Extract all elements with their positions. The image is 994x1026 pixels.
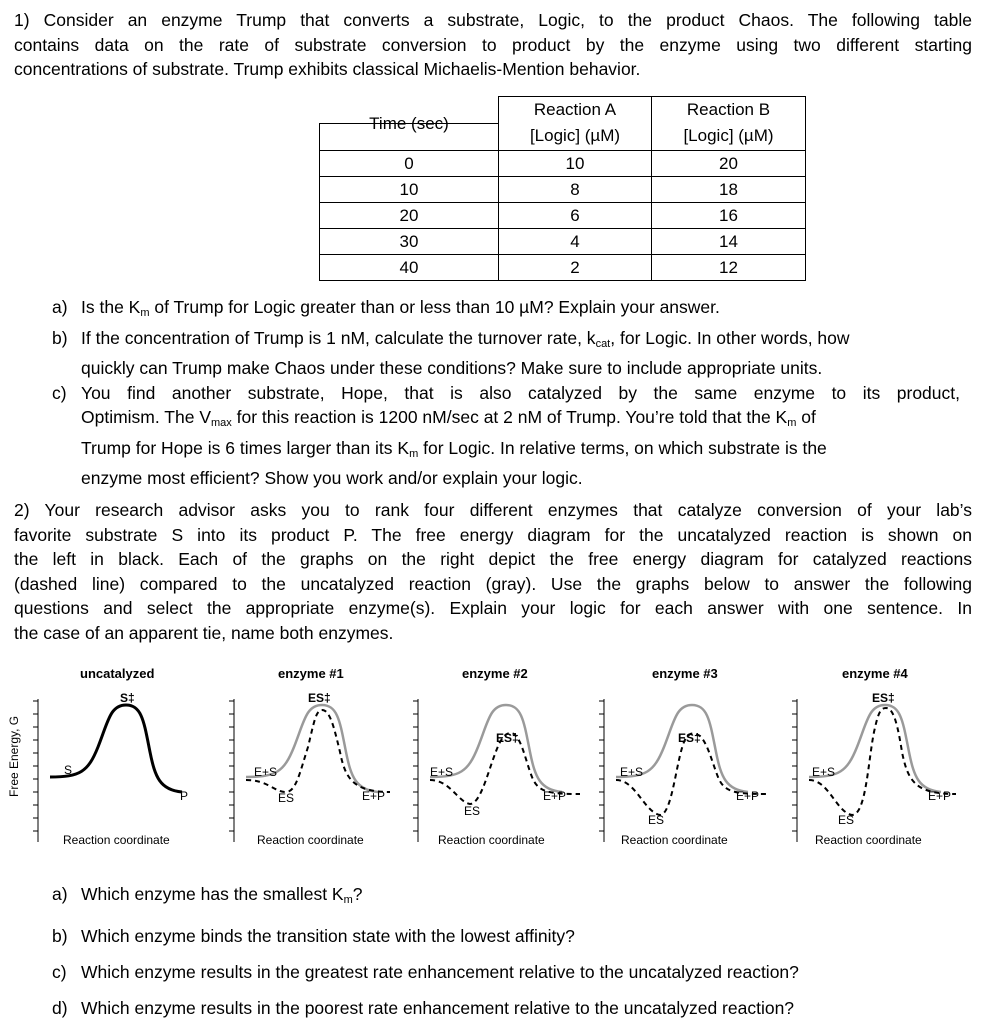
cell-b: 12 [652,254,806,280]
cell-a: 6 [499,202,652,228]
cell-a: 10 [499,150,652,176]
ep-label: E+P [543,789,567,803]
es-complex-label: E+S [430,765,454,779]
ep-label: E+P [928,789,952,803]
q2-question-a: a) Which enzyme has the smallest $K_m$? [52,884,363,906]
es-label: ES [278,791,295,805]
panel-title: enzyme #3 [652,666,718,681]
panel-title: enzyme #2 [462,666,528,681]
x-axis-label: Reaction coordinate [63,833,170,847]
panel-title: enzyme #1 [278,666,344,681]
q1-question-b: b) If the concentration of Trump is 1 nM, calculate the turnover rate, $k_{cat}$, for Logic. In other words, how quickly can Trump make Chaos under these conditions? Make sure to include appropriate units. [52,327,850,378]
x-axis-label: Reaction coordinate [438,833,545,847]
col-b-bottom: [Logic] (µM) [652,123,806,150]
cell-b: 18 [652,176,806,202]
q2-intro-line: questions and select the appropriate enzyme(s). Explain your logic for each answer with one sentence. In [14,598,972,618]
cell-b: 20 [652,150,806,176]
product-label: P [180,789,189,803]
col-b-top: Reaction B [652,97,806,124]
q2-question-c: c) Which enzyme results in the greatest rate enhancement relative to the uncatalyzed reaction? [52,962,799,982]
ts-label: S‡ [120,691,135,705]
panel-enzyme-3 [599,666,766,847]
panel-enzyme-1 [229,666,390,847]
cell-time: 0 [320,150,499,176]
panel-enzyme-4 [792,666,956,847]
table-row [320,176,806,202]
es-label: ES [464,804,481,818]
q1-intro-line: concentrations of substrate. Trump exhibits classical Michaelis-Mention behavior. [14,59,641,79]
uncatalyzed-curve [50,705,182,792]
col-a-bottom: [Logic] (µM) [499,123,652,150]
cell-time: 10 [320,176,499,202]
q2-intro-line: the case of an apparent tie, name both enzymes. [14,622,394,643]
ep-label: E+P [362,789,386,803]
q1-data-table [319,96,806,281]
q2-question-b: b) Which enzyme binds the transition state with the lowest affinity? [52,926,575,946]
q2-intro-line: the left in black. Each of the graphs on the right depict the free energy diagram for catalyzed reactions [14,549,972,569]
x-axis-label: Reaction coordinate [621,833,728,847]
col-time-header: Time (sec) [320,123,499,150]
q2-intro-line: favorite substrate S into its product P. The free energy diagram for the uncatalyzed reaction is shown on [14,524,972,545]
cell-time: 30 [320,228,499,254]
cell-time: 20 [320,202,499,228]
panel-uncatalyzed [33,666,188,847]
table-row [320,228,806,254]
es-complex-label: E+S [254,765,278,779]
panel-title: uncatalyzed [80,666,155,681]
x-axis-label: Reaction coordinate [815,833,922,847]
panel-enzyme-2 [413,666,580,847]
q1-intro-line: contains data on the rate of substrate conversion to product by the enzyme using two different starting [14,34,972,55]
q2-subquestions [52,876,972,1026]
cell-a: 2 [499,254,652,280]
panel-title: enzyme #4 [842,666,908,681]
cell-time: 40 [320,254,499,280]
q1-question-c: c) You find another substrate, Hope, that is also catalyzed by the same enzyme to its product, Optimism. The $V_{max}$ for this reaction is 1200 nM/sec at 2 nM of Trump. You’re told that the $K_m$ of Trump for Hope is 6 times larger than its $K_m$ for Logic. In relative terms, on which substrate is the enzyme most efficient? Show you work and/or explain your logic. [52,382,960,488]
q1-question-a: a) Is the $K_m$ of Trump for Logic greater than or less than 10 µM? Explain your answer. [52,297,720,319]
es-complex-label: E+S [812,765,836,779]
ts-label: ES‡ [872,691,895,705]
es-label: ES [838,813,855,827]
q1-intro-line: 1) Consider an enzyme Trump that converts a substrate, Logic, to the product Chaos. The following table [14,10,972,30]
q2-intro-line: 2) Your research advisor asks you to rank four different enzymes that catalyze conversion of your lab’s [14,500,972,520]
substrate-label: S [64,763,73,777]
q2-question-d: d) Which enzyme results in the poorest rate enhancement relative to the uncatalyzed reaction? [52,998,795,1018]
col-a-top: Reaction A [499,97,652,124]
q2-intro-line: (dashed line) compared to the uncatalyzed reaction (gray). Use the graphs below to answer the following [14,573,972,594]
cell-a: 8 [499,176,652,202]
table-row [320,150,806,176]
free-energy-diagrams [0,652,994,852]
q1-subquestions [52,295,960,491]
cell-b: 16 [652,202,806,228]
es-label: ES [648,813,665,827]
cell-b: 14 [652,228,806,254]
ts-label: ES‡ [678,731,701,745]
table-row [320,254,806,280]
ep-label: E+P [736,789,760,803]
y-axis-label: Free Energy, G [7,715,21,797]
table-row [320,202,806,228]
ts-label: ES‡ [496,731,519,745]
x-axis-label: Reaction coordinate [257,833,364,847]
ts-label: ES‡ [308,691,331,705]
es-complex-label: E+S [620,765,644,779]
q1-intro [14,8,972,82]
q2-intro [14,498,972,645]
cell-a: 4 [499,228,652,254]
